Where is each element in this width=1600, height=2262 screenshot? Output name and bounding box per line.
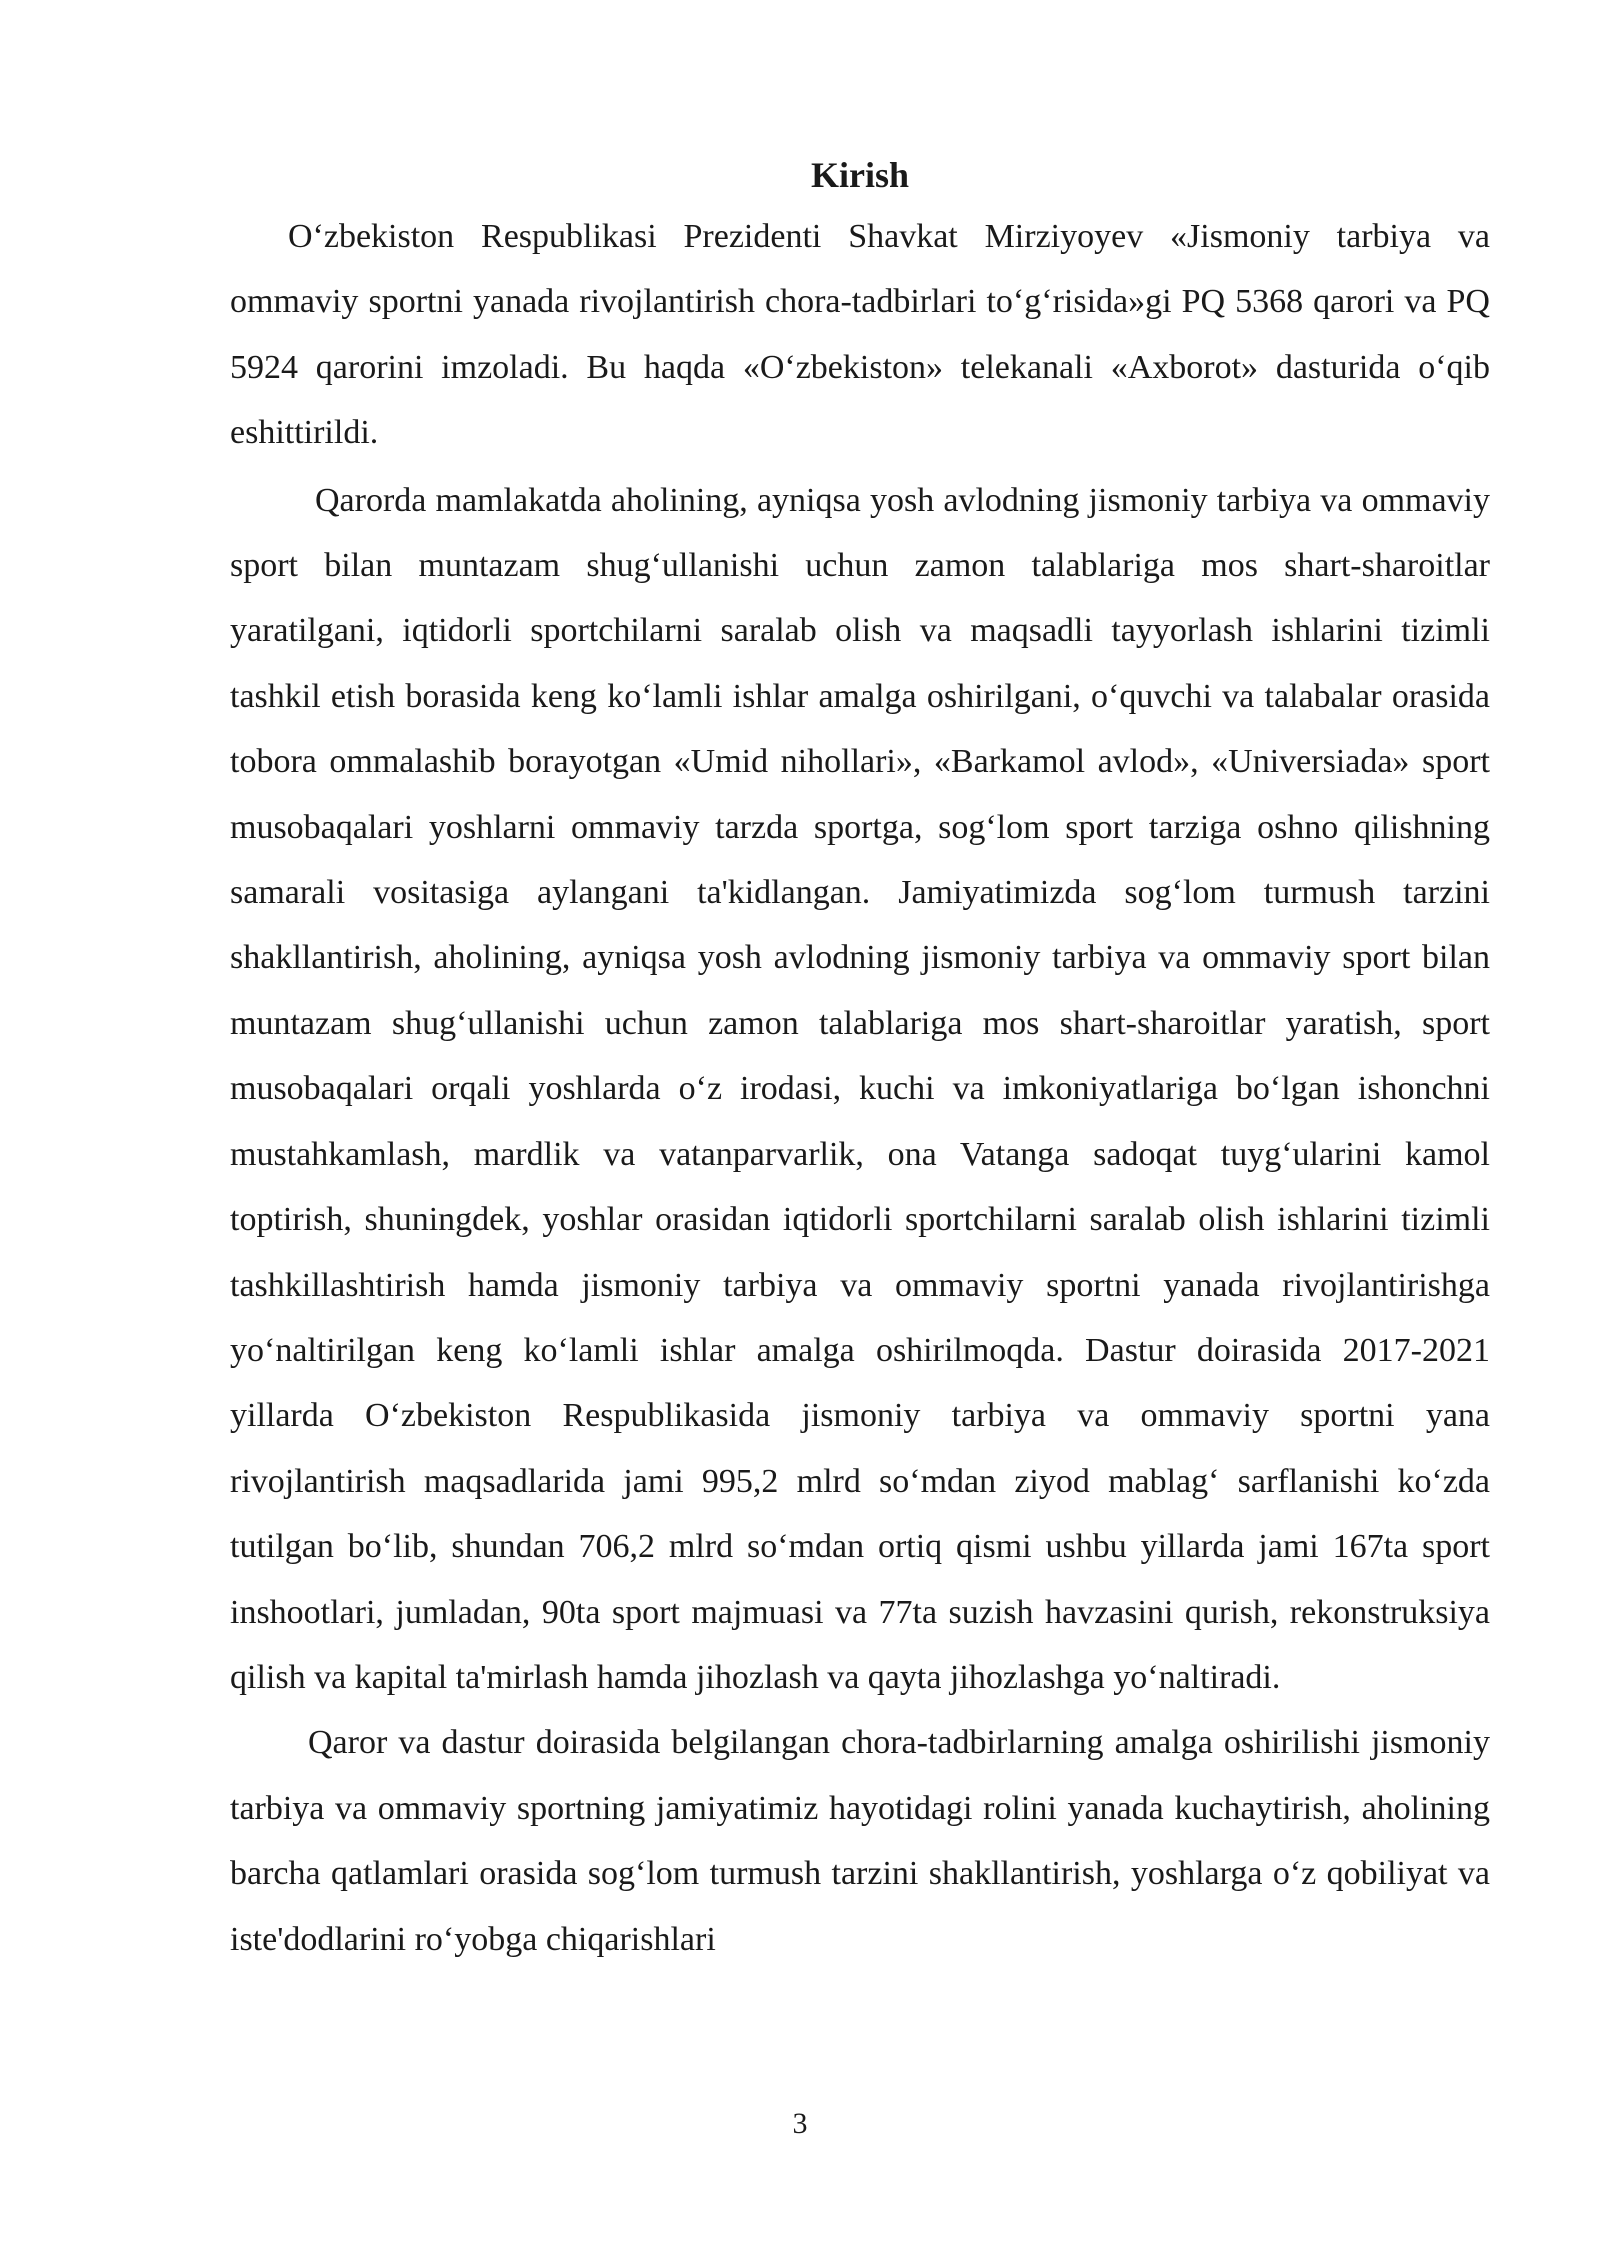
paragraph-2: Qarorda mamlakatda aholining, ayniqsa yosh avlodning jismoniy tarbiya va ommaviy sport bilan muntazam shug‘ullanishi uchun zamon talablariga mos shart-sharoitlar yaratilgani, iqtidorli sportchilarni saralab olish va maqsadli tayyorlash ishlarini tizimli tashkil etish borasida keng ko‘lamli ishlar amalga oshirilgani, o‘quvchi va talabalar orasida tobora ommalashib borayotgan «Umid nihollari», «Barkamol avlod», «Universiada» sport musobaqalari yoshlarni ommaviy tarzda sportga, sog‘lom sport tarziga oshno qilishning samarali vositasiga aylangani ta'kidlangan. Jamiyatimizda sog‘lom turmush tarzini shakllantirish, aholining, ayniqsa yosh avlodning jismoniy tarbiya va ommaviy sport bilan muntazam shug‘ullanishi uchun zamon talablariga mos shart-sharoitlar yaratish, sport musobaqalari orqali yoshlarda o‘z irodasi, kuchi va imkoniyatlariga bo‘lgan ishonchni mustahkamlash, mardlik va vatanparvarlik, ona Vatanga sadoqat tuyg‘ularini kamol toptirish, shuningdek, yoshlar orasidan iqtidorli sportchilarni saralab olish ishlarini tizimli tashkillashtirish hamda jismoniy tarbiya va ommaviy sportni yanada rivojlantirishga yo‘naltirilgan keng ko‘lamli ishlar amalga oshirilmoqda. Dastur doirasida 2017-2021 yillarda O‘zbekiston Respublikasida jismoniy tarbiya va ommaviy sportni yana rivojlantirish maqsadlarida jami 995,2 mlrd so‘mdan ziyod mablag‘ sarflanishi ko‘zda tutilgan bo‘lib, shundan 706,2 mlrd so‘mdan ortiq qismi ushbu yillarda jami 167ta sport inshootlari, jumladan, 90ta sport majmuasi va 77ta suzish havzasini qurish, rekonstruksiya qilish va kapital ta'mirlash hamda jihozlash va qayta jihozlashga yo‘naltiradi. bbox=[230, 481, 1490, 1696]
section-title: Kirish bbox=[810, 155, 909, 195]
paragraph-3: Qaror va dastur doirasida belgilangan chora-tadbirlarning amalga oshirilishi jismoniy tarbiya va ommaviy sportning jamiyatimiz hayotidagi rolini yanada kuchaytirish, aholining barcha qatlamlari orasida sog‘lom turmush tarzini shakllantirish, yoshlarga o‘z qobiliyat va iste'dodlarini ro‘yobga chiqarishlari bbox=[230, 1724, 1490, 1958]
paragraph-1: O‘zbekiston Respublikasi Prezidenti Shavkat Mirziyoyev «Jismoniy tarbiya va ommaviy sportni yanada rivojlantirish chora-tadbirlari to‘g‘risida»gi PQ 5368 qarori va PQ 5924 qarorini imzoladi. Bu haqda «O‘zbekiston» telekanali «Axborot» dasturida o‘qib eshittirildi. bbox=[230, 218, 1490, 452]
page-number: 3 bbox=[792, 2107, 808, 2140]
page-content bbox=[230, 148, 1490, 1972]
